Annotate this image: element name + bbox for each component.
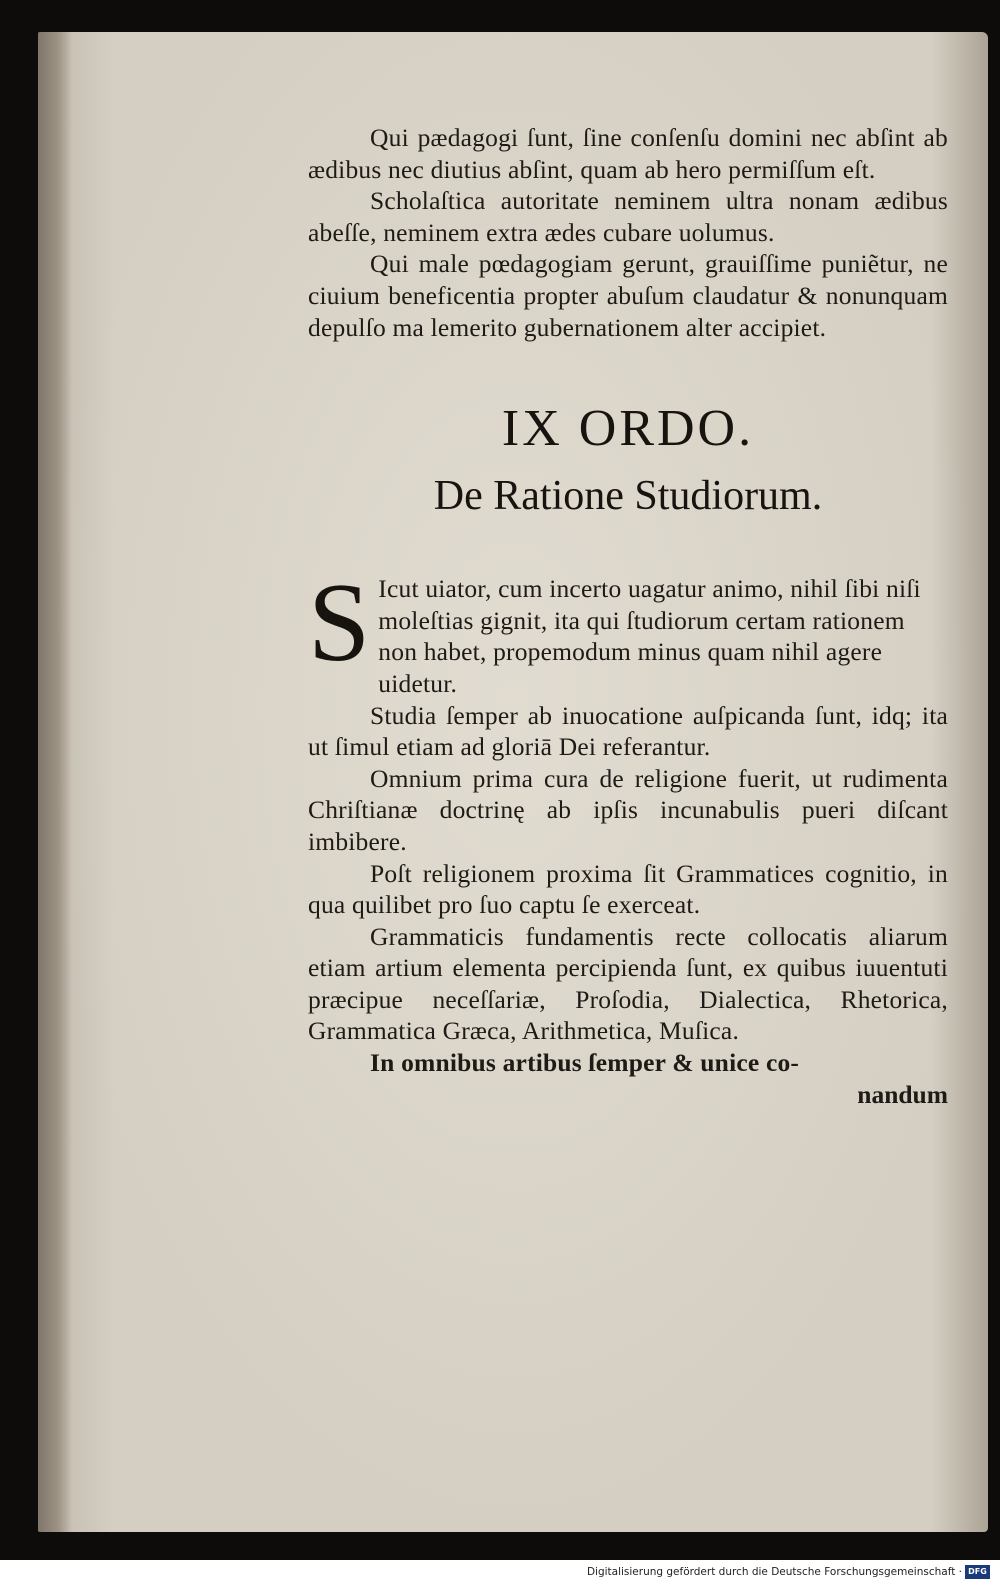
catchword: nandum	[857, 1079, 948, 1109]
page-gutter-shadow	[38, 32, 72, 1532]
section-subtitle: De Ratione Studiorum.	[433, 473, 823, 520]
drop-cap-paragraph-text: Icut uiator, cum incerto uagatur animo, nihil ſibi niſi moleſtias gignit, ita qui ſtudiorum certam rationem non habet, propemodum minus quam nihil agere uidetur.	[378, 574, 921, 698]
paragraph-omnium: Omnium prima cura de religione fuerit, ut rudimenta Chriſtianæ doctrinę ab ipſis incunabulis pueri diſcant imbibere.	[308, 763, 948, 856]
paragraph-paedagogi: Qui pædagogi ſunt, ſine conſenſu domini nec abſint ab ædibus nec diutius abſint, quam ab hero permiſſum eſt.	[308, 123, 948, 184]
paragraph-poedagogiam: Qui male pœdagogiam gerunt, grauiſſime puniẽtur, ne ciuium beneficentia propter abuſum claudatur & nonunquam depulſo ma lemerito gubernationem alter accipiet.	[308, 249, 948, 342]
paragraph-studia: Studia ſemper ab inuocatione auſpicanda ſunt, idq; ita ut ſimul etiam ad gloriā Dei referantur.	[308, 700, 948, 762]
paragraph-in-omnibus: In omnibus artibus ſemper & unice co-	[370, 1048, 800, 1078]
footer-credit: Digitalisierung gefördert durch die Deutsche Forschungsgemeinschaft ·	[586, 1566, 962, 1578]
paragraph-grammaticis: Grammaticis fundamentis recte collocatis aliarum etiam artium elementa percipienda ſunt, ex quibus iuuentuti præcipue neceſſariæ, Proſodia, Dialectica, Rhetorica, Grammatica Græca, Arithmetica, Muſica.	[308, 921, 948, 1046]
footer-bar	[0, 1560, 1000, 1588]
paragraph-post-religionem: Poſt religionem proxima ſit Grammatices cognitio, in qua quilibet pro ſuo captu ſe exerceat.	[308, 858, 948, 920]
page-text	[308, 122, 948, 1110]
paragraph-scholastica: Scholaſtica autoritate neminem ultra nonam ædibus abeſſe, neminem extra ædes cubare uolumus.	[308, 186, 948, 247]
paragraph-sicut-uiator	[308, 561, 948, 699]
book-page	[38, 32, 988, 1532]
dfg-logo: DFG	[965, 1565, 990, 1579]
section-title: IX ORDO.	[501, 400, 755, 458]
drop-cap-initial: S	[308, 561, 371, 686]
